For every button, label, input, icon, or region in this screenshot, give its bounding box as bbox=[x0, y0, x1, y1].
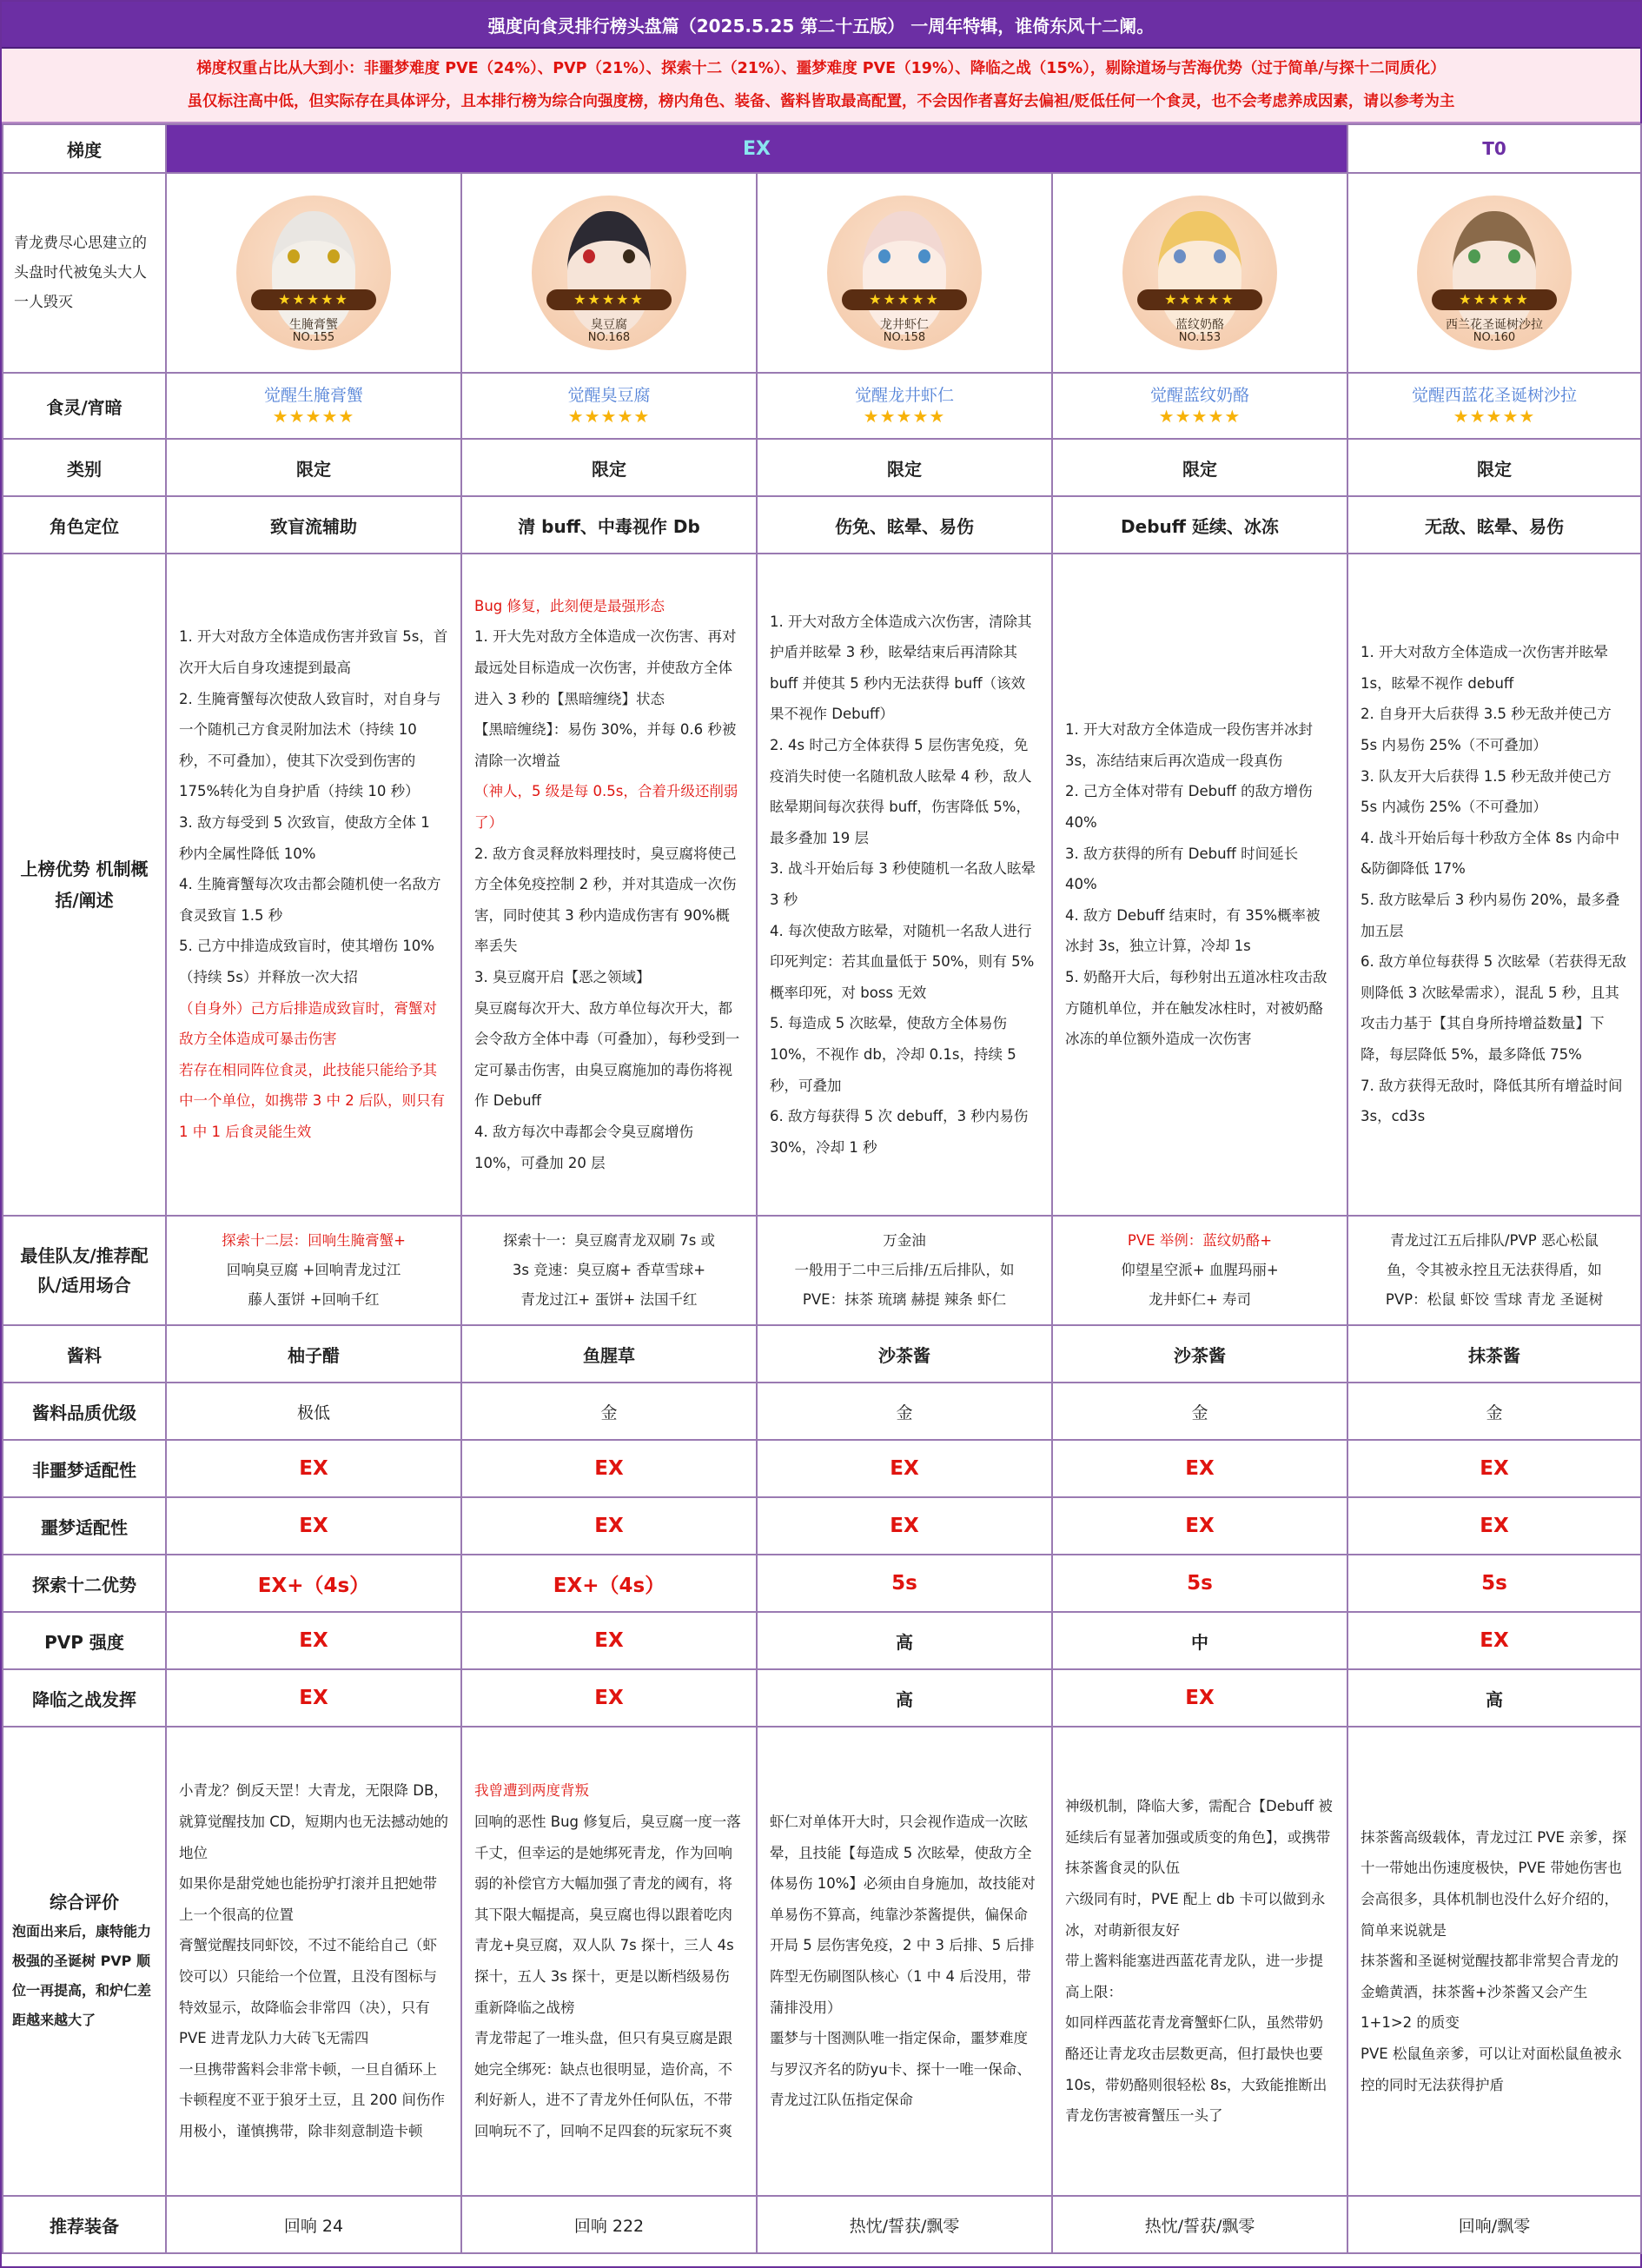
rating-value: EX bbox=[1052, 1497, 1347, 1555]
row-label-mechanics: 上榜优势 机制概括/阐述 bbox=[3, 554, 166, 1216]
team-line: 3s 竞速：臭豆腐+ 香草雪球+ bbox=[512, 1262, 706, 1278]
mechanics-line: 1. 开大对敌方全体造成六次伤害，清除其护盾并眩晕 3 秒，眩晕结束后再清除其 buff 并使其 5 秒内无法获得 buff（该效果不视作 Debuff） bbox=[770, 613, 1032, 723]
mechanics-line: 1. 开大对敌方全体造成一次伤害并眩晕 1s，眩晕不视作 debuff bbox=[1361, 644, 1608, 692]
mechanics-line: 4. 生腌膏蟹每次攻击都会随机使一名敌方食灵致盲 1.5 秒 bbox=[179, 876, 441, 924]
food-stars: ★★★★★ bbox=[1453, 406, 1536, 427]
rating-value: 高 bbox=[757, 1669, 1052, 1727]
food-link[interactable]: 觉醒臭豆腐 bbox=[567, 386, 651, 405]
food-link[interactable]: 觉醒蓝纹奶酪 bbox=[1149, 386, 1249, 405]
mechanics-line: 6. 敌方单位每获得 5 次眩晕（若获得无敌则降低 3 次眩晕需求），混乱 5 秒，且其攻击力基于【其自身所持增益数量】下降，每层降低 5%，最多降低 75% bbox=[1361, 953, 1626, 1063]
tier-note: 青龙费尽心思建立的头盘时代被兔头大人一人毁灭 bbox=[3, 173, 166, 373]
equipment-row bbox=[3, 2196, 1641, 2253]
rating-value: EX bbox=[166, 1669, 461, 1727]
role-value: 无敌、眩晕、易伤 bbox=[1347, 496, 1641, 554]
rating-value: EX bbox=[461, 1497, 757, 1555]
character-avatar bbox=[1417, 196, 1572, 350]
review-line: 带上酱料能塞进西蓝花青龙队，进一步提高上限： bbox=[1065, 1953, 1323, 2000]
mechanics-line: 3. 敌方每受到 5 次致盲，使敌方全体 1 秒内全属性降低 10% bbox=[179, 814, 430, 862]
team-line: PVE：抹茶 琉璃 赫提 辣条 虾仁 bbox=[802, 1291, 1007, 1308]
team-cell bbox=[757, 1216, 1052, 1325]
avatar-number: NO.158 bbox=[883, 331, 926, 344]
role-row bbox=[3, 496, 1641, 554]
avatar-cell bbox=[166, 173, 461, 373]
sauce-quality-value: 金 bbox=[1347, 1383, 1641, 1440]
equipment-value: 回响 222 bbox=[461, 2196, 757, 2253]
row-label-nightmare: 噩梦适配性 bbox=[3, 1497, 166, 1555]
role-value: Debuff 延续、冰冻 bbox=[1052, 496, 1347, 554]
non-nightmare-row bbox=[3, 1440, 1641, 1497]
avatar-name: 蓝纹奶酪 bbox=[1175, 318, 1224, 332]
review-line: 神级机制，降临大爹，需配合【Debuff 被延续后有显著加强或质变的角色】，或携带抹茶酱食灵的队伍 bbox=[1065, 1798, 1333, 1877]
rating-value: EX+（4s） bbox=[461, 1555, 757, 1612]
mechanics-cell bbox=[757, 554, 1052, 1216]
avatar-name: 生腌膏蟹 bbox=[289, 318, 338, 332]
review-cell bbox=[166, 1727, 461, 2196]
sauce-quality-row bbox=[3, 1383, 1641, 1440]
row-label-non-nightmare: 非噩梦适配性 bbox=[3, 1440, 166, 1497]
rating-value: 高 bbox=[1347, 1669, 1641, 1727]
rating-value: EX bbox=[757, 1497, 1052, 1555]
food-cell bbox=[1347, 373, 1641, 439]
food-row bbox=[3, 373, 1641, 439]
team-line: 藤人蛋饼 +回响千红 bbox=[248, 1291, 380, 1308]
avatar-name: 臭豆腐 bbox=[591, 318, 627, 332]
mechanics-line: Bug 修复，此刻便是最强形态 bbox=[474, 597, 665, 614]
avatar-cell bbox=[1052, 173, 1347, 373]
review-line: 如同样西蓝花青龙膏蟹虾仁队，虽然带奶酪还让青龙攻击层数更高，但打最快也要 10s，带奶酪则很轻松 8s，大致能推断出青龙伤害被膏蟹压一头了 bbox=[1065, 2014, 1328, 2125]
mechanics-line: 若存在相同阵位食灵，此技能只能给予其中一个单位，如携带 3 中 2 后队，则只有 1 中 1 后食灵能生效 bbox=[179, 1061, 445, 1140]
rating-value: EX bbox=[166, 1497, 461, 1555]
row-label-role: 角色定位 bbox=[3, 496, 166, 554]
mechanics-line: 6. 敌方每获得 5 次 debuff，3 秒内易伤 30%，冷却 1 秒 bbox=[770, 1108, 1029, 1156]
sauce-value: 柚子醋 bbox=[166, 1325, 461, 1383]
mechanics-line: （自身外）己方后排造成致盲时，膏蟹对敌方全体造成可暴击伤害 bbox=[179, 999, 437, 1048]
sauce-quality-value: 金 bbox=[461, 1383, 757, 1440]
review-line: 抹茶酱和圣诞树觉醒技都非常契合青龙的金蟾黄酒，抹茶酱+沙茶酱又会产生 1+1>2 的质变 bbox=[1361, 1953, 1619, 2032]
food-cell bbox=[757, 373, 1052, 439]
character-avatar bbox=[532, 196, 686, 350]
food-stars: ★★★★★ bbox=[1158, 406, 1241, 427]
sauce-value: 沙茶酱 bbox=[757, 1325, 1052, 1383]
rating-value: EX bbox=[166, 1440, 461, 1497]
category-value: 限定 bbox=[1052, 439, 1347, 496]
category-value: 限定 bbox=[166, 439, 461, 496]
mechanics-line: 1. 开大对敌方全体造成一段伤害并冰封 3s，冻结结束后再次造成一段真伤 bbox=[1065, 721, 1313, 769]
food-stars: ★★★★★ bbox=[272, 406, 355, 427]
mechanics-line: 4. 每次使敌方眩晕，对随机一名敌人进行印死判定：若其血量低于 50%，则有 5%概率印死，对 boss 无效 bbox=[770, 922, 1035, 1001]
character-avatar bbox=[827, 196, 982, 350]
avatar-number: NO.160 bbox=[1473, 331, 1516, 344]
sauce-value: 沙茶酱 bbox=[1052, 1325, 1347, 1383]
rating-value: EX bbox=[1347, 1440, 1641, 1497]
avatar-number: NO.155 bbox=[292, 331, 335, 344]
row-label-equipment: 推荐装备 bbox=[3, 2196, 166, 2253]
rating-value: EX bbox=[461, 1440, 757, 1497]
rating-value: EX bbox=[1347, 1612, 1641, 1669]
food-cell bbox=[1052, 373, 1347, 439]
food-stars: ★★★★★ bbox=[863, 406, 946, 427]
character-avatar bbox=[236, 196, 391, 350]
explore12-row bbox=[3, 1555, 1641, 1612]
mechanics-line: 2. 敌方食灵释放料理技时，臭豆腐将使己方全体免疫控制 2 秒，并对其造成一次伤害，同时使其 3 秒内造成伤害有 90%概率丢失 bbox=[474, 845, 737, 955]
rating-value: EX bbox=[461, 1669, 757, 1727]
mechanics-line: 3. 队友开大后获得 1.5 秒无敌并使己方 5s 内减伤 25%（不可叠加） bbox=[1361, 767, 1612, 816]
ranking-table bbox=[2, 123, 1642, 2254]
mechanics-line: 3. 敌方获得的所有 Debuff 时间延长 40% bbox=[1065, 845, 1299, 893]
review-subnote: 泡面出来后，康特能力极强的圣诞树 PVP 顺位一再提高，和炉仁差距越来越大了 bbox=[12, 1923, 152, 2028]
character-avatar bbox=[1122, 196, 1277, 350]
team-line: 探索十二层：回响生腌膏蟹+ bbox=[222, 1232, 406, 1249]
review-cell bbox=[461, 1727, 757, 2196]
category-value: 限定 bbox=[461, 439, 757, 496]
review-line: 回响的恶性 Bug 修复后，臭豆腐一度一落千丈，但幸运的是她绑死青龙，作为回响弱的补偿官方大幅加强了青龙的阈有，将其下限大幅提高，臭豆腐也得以跟着吃肉 bbox=[474, 1814, 741, 1923]
review-line: 我曾遭到两度背叛 bbox=[474, 1782, 589, 1800]
review-line: 六级同有时，PVE 配上 db 卡可以做到永冰，对萌新很友好 bbox=[1065, 1891, 1326, 1939]
rating-value: 5s bbox=[1052, 1555, 1347, 1612]
avatar-name: 龙井虾仁 bbox=[880, 318, 929, 332]
row-label-tier: 梯度 bbox=[3, 124, 166, 173]
rarity-stars: ★★★★★ bbox=[1137, 289, 1262, 310]
team-row bbox=[3, 1216, 1641, 1325]
rarity-stars: ★★★★★ bbox=[546, 289, 672, 310]
category-row bbox=[3, 439, 1641, 496]
role-value: 致盲流辅助 bbox=[166, 496, 461, 554]
sauce-row bbox=[3, 1325, 1641, 1383]
team-line: 探索十一：臭豆腐青龙双刷 7s 或 bbox=[502, 1232, 716, 1249]
page-title: 强度向食灵排行榜头盘篇（2025.5.25 第二十五版） 一周年特辑，谁倚东风十二阑。 bbox=[2, 2, 1640, 49]
team-line: 青龙过江五后排队/PVP 恶心松鼠 bbox=[1390, 1232, 1599, 1249]
team-line: 回响臭豆腐 +回响青龙过江 bbox=[226, 1262, 401, 1278]
review-line: 如果你是甜党她也能扮驴打滚并且把她带上一个很高的位置 bbox=[179, 1875, 437, 1923]
rarity-stars: ★★★★★ bbox=[842, 289, 967, 310]
rating-value: 5s bbox=[757, 1555, 1052, 1612]
notice-box bbox=[2, 49, 1640, 123]
mechanics-line: 1. 开大对敌方全体造成伤害并致盲 5s，首次开大后自身攻速提到最高 bbox=[179, 628, 448, 677]
nightmare-row bbox=[3, 1497, 1641, 1555]
mechanics-line: 2. 4s 时己方全体获得 5 层伤害免疫，免疫消失时使一名随机敌人眩晕 4 秒，敌人眩晕期间每次获得 buff，伤害降低 5%，最多叠加 19 层 bbox=[770, 737, 1032, 846]
rating-value: EX bbox=[1052, 1669, 1347, 1727]
mechanics-row bbox=[3, 554, 1641, 1216]
row-label-descend: 降临之战发挥 bbox=[3, 1669, 166, 1727]
rating-value: EX bbox=[757, 1440, 1052, 1497]
review-line: 膏蟹觉醒技同虾饺，不过不能给自己（虾饺可以）只能给一个位置，且没有图标与特效显示，故降临会非常四（决），只有 PVE 进青龙队力大砖飞无需四 bbox=[179, 1937, 437, 2047]
rating-value: 高 bbox=[757, 1612, 1052, 1669]
equipment-value: 热忱/誓获/飘零 bbox=[1052, 2196, 1347, 2253]
sauce-quality-value: 金 bbox=[757, 1383, 1052, 1440]
mechanics-cell bbox=[1347, 554, 1641, 1216]
role-value: 伤免、眩晕、易伤 bbox=[757, 496, 1052, 554]
food-cell bbox=[166, 373, 461, 439]
rating-value: EX bbox=[1347, 1497, 1641, 1555]
rating-value: 中 bbox=[1052, 1612, 1347, 1669]
team-line: PVE 举例：蓝纹奶酪+ bbox=[1127, 1232, 1273, 1249]
category-value: 限定 bbox=[1347, 439, 1641, 496]
team-line: 鱼，令其被永控且无法获得盾，如 bbox=[1387, 1262, 1602, 1278]
mechanics-line: 5. 每造成 5 次眩晕，使敌方全体易伤 10%，不视作 db，冷却 0.1s，持续 5 秒，可叠加 bbox=[770, 1015, 1016, 1094]
descend-row bbox=[3, 1669, 1641, 1727]
food-stars: ★★★★★ bbox=[567, 406, 651, 427]
food-link[interactable]: 觉醒西蓝花圣诞树沙拉 bbox=[1411, 386, 1577, 405]
mechanics-line: 5. 己方中排造成致盲时，使其增伤 10%（持续 5s）并释放一次大招 bbox=[179, 938, 434, 985]
mechanics-line: 5. 敌方眩晕后 3 秒内易伤 20%，最多叠加五层 bbox=[1361, 892, 1620, 939]
category-value: 限定 bbox=[757, 439, 1052, 496]
sauce-value: 抹茶酱 bbox=[1347, 1325, 1641, 1383]
tier-row bbox=[3, 124, 1641, 173]
avatar-cell bbox=[461, 173, 757, 373]
team-cell bbox=[461, 1216, 757, 1325]
mechanics-line: 1. 开大先对敌方全体造成一次伤害、再对最远处目标造成一次伤害，并使敌方全体进入 3 秒的【黑暗缠绕】状态 bbox=[474, 628, 737, 707]
mechanics-line: 4. 战斗开始后每十秒敌方全体 8s 内命中&防御降低 17% bbox=[1361, 829, 1620, 878]
mechanics-line: 4. 敌方 Debuff 结束时，有 35%概率被冰封 3s，独立计算，冷却 1s bbox=[1065, 906, 1321, 955]
row-label-team: 最佳队友/推荐配队/适用场合 bbox=[3, 1216, 166, 1325]
mechanics-line: 【黑暗缠绕】：易伤 30%，并每 0.6 秒被清除一次增益 bbox=[474, 721, 737, 769]
review-line: 青龙+臭豆腐，双人队 7s 探十，三人 4s 探十，五人 3s 探十，更是以断档级易伤重新降临之战榜 bbox=[474, 1937, 734, 2016]
rarity-stars: ★★★★★ bbox=[1432, 289, 1557, 310]
notice-line: 梯度权重占比从大到小：非噩梦难度 PVE（24%）、PVP（21%）、探索十二（21%）、噩梦难度 PVE（19%）、降临之战（15%），剔除道场与苦海优势（过于简单/与探十二同质化） bbox=[196, 60, 1446, 77]
review-line: 抹茶酱高级载体，青龙过江 PVE 亲爹，探十一带她出伤速度极快，PVE 带她伤害也会高很多，具体机制也没什么好介绍的，简单来说就是 bbox=[1361, 1828, 1627, 1939]
avatar-cell bbox=[757, 173, 1052, 373]
team-line: 仰望星空派+ 血腥玛丽+ bbox=[1121, 1262, 1279, 1278]
review-label-cell bbox=[3, 1727, 166, 2196]
mechanics-line: 7. 敌方获得无敌时，降低其所有增益时间 3s，cd3s bbox=[1361, 1077, 1623, 1125]
mechanics-cell bbox=[166, 554, 461, 1216]
team-line: PVP：松鼠 虾饺 雪球 青龙 圣诞树 bbox=[1385, 1291, 1604, 1308]
review-line: 虾仁对单体开大时，只会视作造成一次眩晕，且技能【每造成 5 次眩晕，使敌方全体易伤 10%】必须由自身施加，故技能对单易伤不算高，纯靠沙茶酱提供，偏保命 bbox=[770, 1814, 1036, 1923]
review-cell bbox=[1347, 1727, 1641, 2196]
avatar-number: NO.153 bbox=[1178, 331, 1222, 344]
team-line: 万金油 bbox=[883, 1232, 926, 1249]
review-cell bbox=[1052, 1727, 1347, 2196]
sauce-value: 鱼腥草 bbox=[461, 1325, 757, 1383]
review-line: 小青龙？倒反天罡！大青龙，无限降 DB，就算觉醒技加 CD，短期内也无法撼动她的地位 bbox=[179, 1782, 448, 1861]
mechanics-line: 臭豆腐每次开大、敌方单位每次开大，都会令敌方全体中毒（可叠加），每秒受到一定可暴击伤害，由臭豆腐施加的毒伤将视作 Debuff bbox=[474, 999, 740, 1110]
pvp-row bbox=[3, 1612, 1641, 1669]
rating-value: EX bbox=[1052, 1440, 1347, 1497]
rating-value: 5s bbox=[1347, 1555, 1641, 1612]
avatar-row bbox=[3, 173, 1641, 373]
avatar-number: NO.168 bbox=[587, 331, 631, 344]
mechanics-line: （神人，5 级是每 0.5s，合着升级还削弱了） bbox=[474, 783, 738, 832]
team-line: 龙井虾仁+ 寿司 bbox=[1148, 1291, 1252, 1308]
rarity-stars: ★★★★★ bbox=[251, 289, 376, 310]
team-line: 一般用于二中三后排/五后排队，如 bbox=[794, 1262, 1015, 1278]
mechanics-line: 3. 战斗开始后每 3 秒使随机一名敌人眩晕 3 秒 bbox=[770, 860, 1036, 908]
mechanics-line: 2. 生腌膏蟹每次使敌人致盲时，对自身与一个随机己方食灵附加法术（持续 10 秒，不可叠加），使其下次受到伤害的 175%转化为自身护盾（持续 10 秒） bbox=[179, 690, 441, 800]
equipment-value: 热忱/誓获/飘零 bbox=[757, 2196, 1052, 2253]
team-cell bbox=[166, 1216, 461, 1325]
sauce-quality-value: 极低 bbox=[166, 1383, 461, 1440]
review-line: 青龙带起了一堆头盘，但只有臭豆腐是跟她完全绑死：缺点也很明显，造价高，不利好新人，进不了青龙外任何队伍，不带回响玩不了，回响不足四套的玩家玩不爽 bbox=[474, 2030, 732, 2139]
equipment-value: 回响/飘零 bbox=[1347, 2196, 1641, 2253]
row-label-pvp: PVP 强度 bbox=[3, 1612, 166, 1669]
review-cell bbox=[757, 1727, 1052, 2196]
avatar-name: 西兰花圣诞树沙拉 bbox=[1446, 318, 1543, 332]
mechanics-line: 5. 奶酪开大后，每秒射出五道冰柱攻击敌方随机单位，并在触发冰柱时，对被奶酪冰冻的单位额外造成一次伤害 bbox=[1065, 968, 1328, 1048]
mechanics-line: 2. 自身开大后获得 3.5 秒无敌并使己方 5s 内易伤 25%（不可叠加） bbox=[1361, 706, 1612, 754]
mechanics-line: 4. 敌方每次中毒都会令臭豆腐增伤 10%，可叠加 20 层 bbox=[474, 1123, 693, 1171]
team-line: 青龙过江+ 蛋饼+ 法国千红 bbox=[520, 1291, 698, 1308]
review-line: PVE 松鼠鱼亲爹，可以让对面松鼠鱼被永控的同时无法获得护盾 bbox=[1361, 2045, 1622, 2093]
equipment-value: 回响 24 bbox=[166, 2196, 461, 2253]
tier-ex-badge: EX bbox=[166, 124, 1347, 173]
rating-value: EX bbox=[166, 1612, 461, 1669]
mechanics-line: 3. 臭豆腐开启【恶之领域】 bbox=[474, 968, 651, 985]
team-cell bbox=[1347, 1216, 1641, 1325]
rating-value: EX bbox=[461, 1612, 757, 1669]
row-label-food: 食灵/宵暗 bbox=[3, 373, 166, 439]
row-label-sauce-quality: 酱料品质优级 bbox=[3, 1383, 166, 1440]
tier-t0-badge: T0 bbox=[1347, 124, 1641, 173]
mechanics-cell bbox=[461, 554, 757, 1216]
food-link[interactable]: 觉醒龙井虾仁 bbox=[854, 386, 954, 405]
role-value: 清 buff、中毒视作 Db bbox=[461, 496, 757, 554]
row-label-category: 类别 bbox=[3, 439, 166, 496]
review-row bbox=[3, 1727, 1641, 2196]
review-line: 开局 5 层伤害免疫，2 中 3 后排、5 后排阵型无伤刷图队核心（1 中 4 后没用，带蒲排没用） bbox=[770, 1937, 1035, 2016]
row-label-explore12: 探索十二优势 bbox=[3, 1555, 166, 1612]
food-cell bbox=[461, 373, 757, 439]
review-line: 噩梦与十图测队唯一指定保命，噩梦难度与罗汉齐名的防yu卡、探十一唯一保命、青龙过江队伍指定保命 bbox=[770, 2030, 1031, 2109]
notice-line: 虽仅标注高中低，但实际存在具体评分，且本排行榜为综合向强度榜，榜内角色、装备、酱料皆取最高配置，不会因作者喜好去偏袒/贬低任何一个食灵，也不会考虑养成因素，请以参考为主 bbox=[187, 93, 1455, 110]
food-link[interactable]: 觉醒生腌膏蟹 bbox=[263, 386, 363, 405]
row-label-review: 综合评价 bbox=[50, 1892, 119, 1913]
team-cell bbox=[1052, 1216, 1347, 1325]
mechanics-cell bbox=[1052, 554, 1347, 1216]
avatar-cell bbox=[1347, 173, 1641, 373]
sauce-quality-value: 金 bbox=[1052, 1383, 1347, 1440]
rating-value: EX+（4s） bbox=[166, 1555, 461, 1612]
row-label-sauce: 酱料 bbox=[3, 1325, 166, 1383]
review-line: 一旦携带酱料会非常卡顿，一旦自循环上卡顿程度不亚于狼牙土豆，且 200 间伤作用极小，谨慎携带，除非刻意制造卡顿 bbox=[179, 2060, 445, 2139]
mechanics-line: 2. 己方全体对带有 Debuff 的敌方增伤 40% bbox=[1065, 783, 1313, 832]
